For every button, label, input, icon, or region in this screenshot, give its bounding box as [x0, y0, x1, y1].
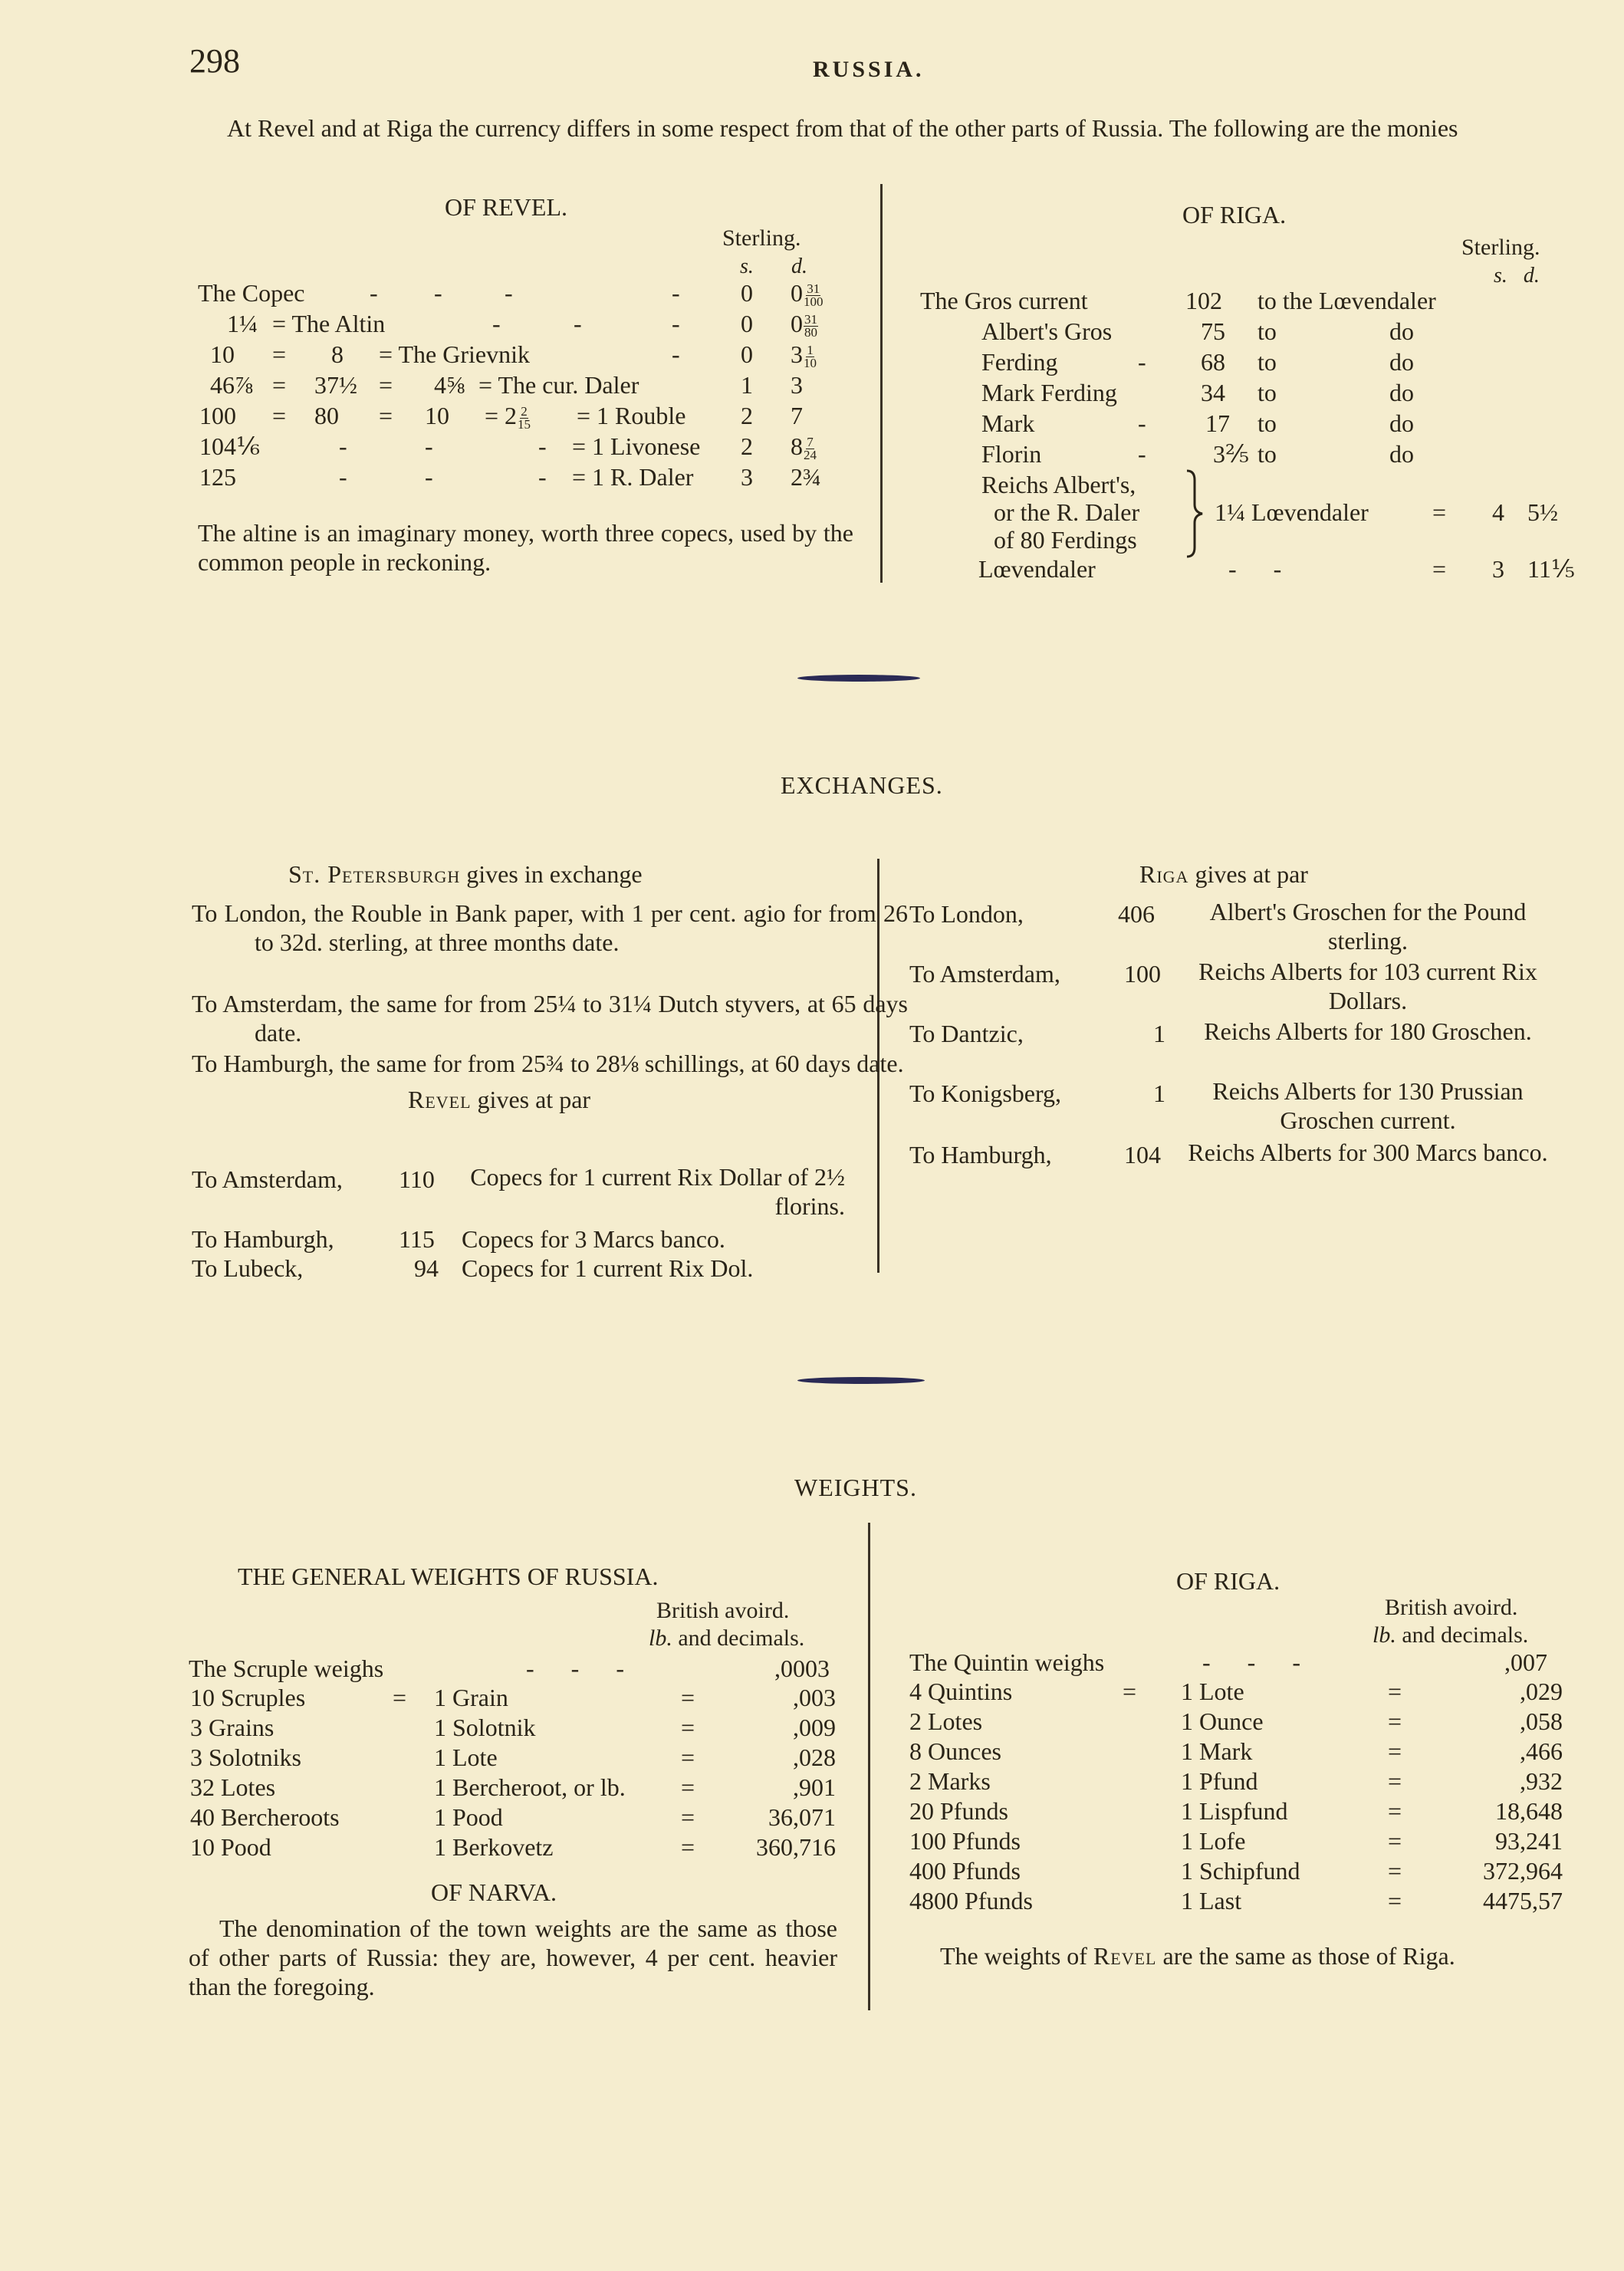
riga-reichs-value: 1¼ Lœvendaler [1215, 498, 1369, 526]
revel-row-altin: = The Altin [272, 310, 386, 337]
weight-row-from: 4800 Pfunds [909, 1887, 1033, 1914]
weight-row-eq: = [1388, 1767, 1402, 1795]
riga-loev-d: 11⅕ [1527, 555, 1575, 583]
revel-row-cell: 80 [314, 402, 339, 429]
revel-row-daler: = The cur. Daler [478, 371, 639, 399]
russia-colhead-1: British avoird. [656, 1598, 790, 1623]
stp-heading: St. Petersburgh gives in exchange [288, 860, 643, 888]
riga-first-label: The Quintin weighs [909, 1648, 1105, 1676]
riga-weights-heading: OF RIGA. [1176, 1567, 1280, 1595]
weight-row-eq: = [681, 1714, 695, 1741]
riga-reichs-eq: = [1432, 498, 1447, 526]
weight-row-to: 1 Ounce [1181, 1707, 1264, 1735]
riga-row-to: to [1257, 440, 1277, 468]
revel-row-dash: - [425, 463, 433, 491]
riga-sterling-head: Sterling. [1461, 235, 1540, 260]
riga-heading: OF RIGA. [1182, 201, 1287, 228]
revel-exchange-place: To Hamburgh, [192, 1225, 334, 1253]
revel-row-cell: = [379, 371, 393, 399]
revel-row-cell: 37½ [314, 371, 357, 399]
revel-exchange-num: 110 [399, 1165, 435, 1193]
riga-exchange-place: To London, [909, 900, 1024, 928]
riga-row-num: 102 [1185, 287, 1222, 314]
weight-row-value: ,028 [793, 1744, 836, 1771]
revel-row-dash: - [425, 432, 433, 460]
revel-row-cell: = [272, 371, 287, 399]
weight-row-to: 1 Bercheroot, or lb. [434, 1773, 626, 1801]
weight-row-eq: = [1123, 1678, 1137, 1705]
weight-row-eq: = [681, 1803, 695, 1831]
column-divider-weights [868, 1523, 870, 2010]
revel-row-dash: - [538, 463, 547, 491]
brace-icon [1182, 469, 1204, 558]
riga-row-do: do [1389, 409, 1414, 437]
riga-reichs-d: 5½ [1527, 498, 1558, 526]
weight-row-to: 1 Lispfund [1181, 1797, 1288, 1825]
russia-first-dashes: - - - [526, 1655, 624, 1682]
russia-first-value: ,0003 [774, 1655, 830, 1682]
revel-exchange-num: 94 [414, 1254, 439, 1282]
revel-row-cell: = 2 $\frac{2}{15}$ [485, 402, 531, 432]
riga-exchange-place: To Dantzic, [909, 1020, 1024, 1047]
revel-row-s: 0 [741, 279, 753, 307]
weight-row-to: 1 Berkovetz [434, 1833, 554, 1861]
riga-reichs-line: Reichs Albert's, [981, 471, 1136, 498]
riga-row-do: do [1389, 440, 1414, 468]
weight-row-to: 1 Schipfund [1181, 1857, 1300, 1885]
riga-row-name: Florin [981, 440, 1042, 468]
revel-row-s: 2 [741, 432, 753, 460]
revel-exchange-text: Copecs for 3 Marcs banco. [462, 1225, 725, 1253]
riga-exchange-text: Reichs Alberts for 130 Prussian Groschen current. [1212, 1077, 1524, 1134]
revel-s-head: s. [740, 255, 754, 278]
revel-row-cell: 104⅙ [199, 432, 261, 460]
riga-exchange-text: Albert's Groschen for the Pound sterling. [1209, 898, 1527, 955]
riga-exchange-num: 406 [1118, 900, 1155, 928]
russia-weights-heading: THE GENERAL WEIGHTS OF RUSSIA. [238, 1563, 659, 1590]
riga-row-name: Ferding [981, 348, 1058, 376]
revel-row-cell: 10 [425, 402, 449, 429]
riga-exchange-text: Reichs Alberts for 103 current Rix Dollars. [1198, 958, 1537, 1014]
weight-row-from: 40 Bercheroots [190, 1803, 340, 1831]
page-number: 298 [189, 42, 240, 80]
riga-exchange-place: To Hamburgh, [909, 1141, 1052, 1168]
weight-row-value: ,901 [793, 1773, 836, 1801]
riga-row-num: 3⅖ [1213, 440, 1250, 468]
weight-row-eq: = [1388, 1797, 1402, 1825]
riga-colhead-2: lb. and decimals. [1373, 1622, 1529, 1648]
riga-row-num: 34 [1201, 379, 1225, 406]
weight-row-from: 2 Lotes [909, 1707, 983, 1735]
revel-row-dash: - [434, 279, 442, 307]
riga-row-dash: - [1138, 409, 1146, 437]
revel-row-d: 3 [791, 371, 803, 399]
weight-row-value: ,009 [793, 1714, 836, 1741]
weight-row-to: 1 Lote [1181, 1678, 1244, 1705]
weight-row-eq: = [393, 1684, 407, 1711]
weight-row-eq: = [681, 1773, 695, 1801]
revel-exchange-text: Copecs for 1 current Rix Dol. [462, 1254, 754, 1282]
riga-exchange-text: Reichs Alberts for 180 Groschen. [1204, 1017, 1532, 1045]
exchanges-heading: EXCHANGES. [781, 771, 943, 799]
narva-heading: OF NARVA. [431, 1878, 557, 1906]
revel-row-s: 2 [741, 402, 753, 429]
riga-exchange-num: 1 [1153, 1020, 1165, 1047]
revel-heading: OF REVEL. [445, 193, 567, 221]
riga-loev-s: 3 [1492, 555, 1504, 583]
revel-row-cell: 8 [331, 340, 344, 368]
weight-row-to: 1 Mark [1181, 1737, 1253, 1765]
weight-row-to: 1 Lote [434, 1744, 498, 1771]
weight-row-value: 360,716 [756, 1833, 836, 1861]
revel-row-d: 0 $\frac{31}{100}$ [791, 279, 824, 310]
revel-row-s: 0 [741, 340, 753, 368]
weight-row-from: 10 Scruples [190, 1684, 306, 1711]
revel-row-s: 0 [741, 310, 753, 337]
weights-heading: WEIGHTS. [794, 1474, 917, 1501]
revel-exchange-heading: Revel gives at par [408, 1086, 591, 1113]
weight-row-from: 10 Pood [190, 1833, 271, 1861]
weight-row-from: 4 Quintins [909, 1678, 1013, 1705]
revel-row-copec: The Copec [198, 279, 305, 307]
riga-exchange-text: Reichs Alberts for 300 Marcs banco. [1188, 1139, 1548, 1166]
riga-row-to: to [1257, 379, 1277, 406]
riga-exchange-place: To Konigsberg, [909, 1080, 1062, 1107]
revel-row-d: 7 [791, 402, 803, 429]
revel-row-dash: - [574, 310, 582, 337]
revel-row-livonese: = 1 Livonese [572, 432, 701, 460]
riga-row-num: 68 [1201, 348, 1225, 376]
riga-row-to: to [1257, 317, 1277, 345]
weight-row-value: 93,241 [1495, 1827, 1563, 1855]
revel-row-d: 3 $\frac{1}{10}$ [791, 340, 817, 371]
weight-row-from: 8 Ounces [909, 1737, 1001, 1765]
revel-row-grievnik: = The Grievnik [379, 340, 530, 368]
weight-row-to: 1 Grain [434, 1684, 508, 1711]
weight-row-eq: = [1388, 1737, 1402, 1765]
weight-row-to: 1 Solotnik [434, 1714, 536, 1741]
weight-row-from: 400 Pfunds [909, 1857, 1021, 1885]
riga-row-dash: - [1138, 440, 1146, 468]
revel-row-cell: 125 [199, 463, 236, 491]
revel-row-s: 1 [741, 371, 753, 399]
revel-row-cell: = [272, 402, 287, 429]
weight-row-eq: = [681, 1744, 695, 1771]
revel-row-rouble: = 1 Rouble [577, 402, 686, 429]
riga-row-do: do [1389, 348, 1414, 376]
weight-row-eq: = [1388, 1857, 1402, 1885]
revel-sterling-head: Sterling. [722, 225, 801, 251]
weight-row-eq: = [681, 1833, 695, 1861]
ornament-divider [797, 1377, 925, 1384]
riga-row-do: do [1389, 317, 1414, 345]
riga-row-to: to the Lœvendaler [1257, 287, 1436, 314]
revel-row-dash: - [672, 310, 680, 337]
riga-loev-eq: = [1432, 555, 1447, 583]
weight-row-value: 4475,57 [1483, 1887, 1563, 1914]
riga-first-dashes: - - - [1202, 1648, 1300, 1676]
revel-row-d: 8 $\frac{7}{24}$ [791, 432, 817, 463]
revel-row-cell: 4⅝ [434, 371, 465, 399]
riga-exchange-num: 1 [1153, 1080, 1165, 1107]
revel-row-dash: - [505, 279, 513, 307]
riga-loev-name: Lœvendaler [978, 555, 1096, 583]
riga-exchange-place: To Amsterdam, [909, 960, 1060, 988]
riga-row-name: Albert's Gros [981, 317, 1113, 345]
weight-row-to: 1 Last [1181, 1887, 1242, 1914]
revel-exchange-num: 115 [399, 1225, 435, 1253]
riga-reichs-line: or the R. Daler [994, 498, 1140, 526]
weight-row-from: 20 Pfunds [909, 1797, 1008, 1825]
revel-exchange-place: To Amsterdam, [192, 1165, 343, 1193]
revel-exchange-text: Copecs for 1 current Rix Dollar of 2½ florins. [470, 1163, 845, 1220]
riga-exchange-num: 100 [1124, 960, 1161, 988]
revel-row-dash: - [672, 279, 680, 307]
weight-row-eq: = [1388, 1678, 1402, 1705]
weight-row-value: ,932 [1520, 1767, 1563, 1795]
riga-exchange-heading: Riga gives at par [1139, 860, 1308, 888]
running-head: RUSSIA. [813, 57, 925, 82]
stp-item-hamburgh: To Hamburgh, the same for from 25¾ to 28⅛ schillings, at 60 days date. [192, 1050, 904, 1077]
revel-row-cell: 10 [210, 340, 235, 368]
riga-reichs-s: 4 [1492, 498, 1504, 526]
weight-row-to: 1 Pood [434, 1803, 503, 1831]
revel-row-d: 0 $\frac{31}{80}$ [791, 310, 817, 340]
riga-loev-dashes: - - [1228, 555, 1282, 583]
riga-row-dash: - [1138, 348, 1146, 376]
revel-weights-note: The weights of Revel are the same as those of Riga. [940, 1942, 1455, 1970]
weight-row-to: 1 Lofe [1181, 1827, 1246, 1855]
weight-row-value: 36,071 [768, 1803, 836, 1831]
riga-exchange-num: 104 [1124, 1141, 1161, 1168]
riga-row-num: 17 [1205, 409, 1230, 437]
weight-row-from: 100 Pfunds [909, 1827, 1021, 1855]
russia-colhead-2: lb. and decimals. [649, 1625, 805, 1651]
column-divider-currency [880, 184, 883, 583]
weight-row-value: ,466 [1520, 1737, 1563, 1765]
riga-colhead-1: British avoird. [1385, 1595, 1518, 1620]
weight-row-value: ,029 [1520, 1678, 1563, 1705]
weight-row-from: 32 Lotes [190, 1773, 276, 1801]
revel-row-dash: - [339, 432, 347, 460]
riga-row-do: do [1389, 379, 1414, 406]
revel-row-cell: 1¼ [227, 310, 258, 337]
stp-item-amsterdam: To Amsterdam, the same for from 25¼ to 31¼ Dutch styvers, at 65 days date. [192, 990, 908, 1047]
intro-paragraph: At Revel and at Riga the currency differs in some respect from that of the other parts of Russia. The following are the monies [227, 114, 1458, 142]
weight-row-value: 18,648 [1495, 1797, 1563, 1825]
weight-row-to: 1 Pfund [1181, 1767, 1258, 1795]
revel-row-cell: 100 [199, 402, 236, 429]
riga-row-to: to [1257, 409, 1277, 437]
riga-reichs-line: of 80 Ferdings [994, 526, 1137, 554]
revel-row-dash: - [672, 340, 680, 368]
stp-item-london: To London, the Rouble in Bank paper, with 1 per cent. agio for from 26 to 32d. sterling, at three months date. [192, 899, 908, 956]
revel-row-cell: = [379, 402, 393, 429]
revel-row-dash: - [492, 310, 501, 337]
revel-row-dash: - [339, 463, 347, 491]
weight-row-value: 372,964 [1483, 1857, 1563, 1885]
weight-row-eq: = [681, 1684, 695, 1711]
riga-sd-head: s. d. [1494, 264, 1540, 288]
riga-row-name: Mark Ferding [981, 379, 1117, 406]
weight-row-eq: = [1388, 1887, 1402, 1914]
riga-row-name: Mark [981, 409, 1035, 437]
weight-row-eq: = [1388, 1707, 1402, 1735]
revel-row-s: 3 [741, 463, 753, 491]
revel-d-head: d. [791, 255, 807, 278]
weight-row-from: 2 Marks [909, 1767, 991, 1795]
riga-row-to: to [1257, 348, 1277, 376]
narva-note: The denomination of the town weights are the same as those of other parts of Russia: they are, however, 4 per cent. heavier than the foregoing. [189, 1914, 837, 2000]
revel-exchange-place: To Lubeck, [192, 1254, 304, 1282]
revel-row-dash: - [370, 279, 378, 307]
weight-row-from: 3 Grains [190, 1714, 275, 1741]
riga-row-name: The Gros current [920, 287, 1088, 314]
weight-row-eq: = [1388, 1827, 1402, 1855]
revel-row-cell: = [272, 340, 287, 368]
revel-row-d: 2¾ [791, 463, 821, 491]
riga-row-num: 75 [1201, 317, 1225, 345]
revel-row-rdaler: = 1 R. Daler [572, 463, 694, 491]
ornament-divider [797, 675, 920, 682]
weight-row-value: ,003 [793, 1684, 836, 1711]
russia-first-label: The Scruple weighs [189, 1655, 384, 1682]
revel-note: The altine is an imaginary money, worth three copecs, used by the common people in reckoning. [198, 519, 853, 576]
weight-row-from: 3 Solotniks [190, 1744, 301, 1771]
riga-first-value: ,007 [1504, 1648, 1547, 1676]
revel-row-dash: - [538, 432, 547, 460]
revel-row-cell: 46⅞ [210, 371, 253, 399]
weight-row-value: ,058 [1520, 1707, 1563, 1735]
